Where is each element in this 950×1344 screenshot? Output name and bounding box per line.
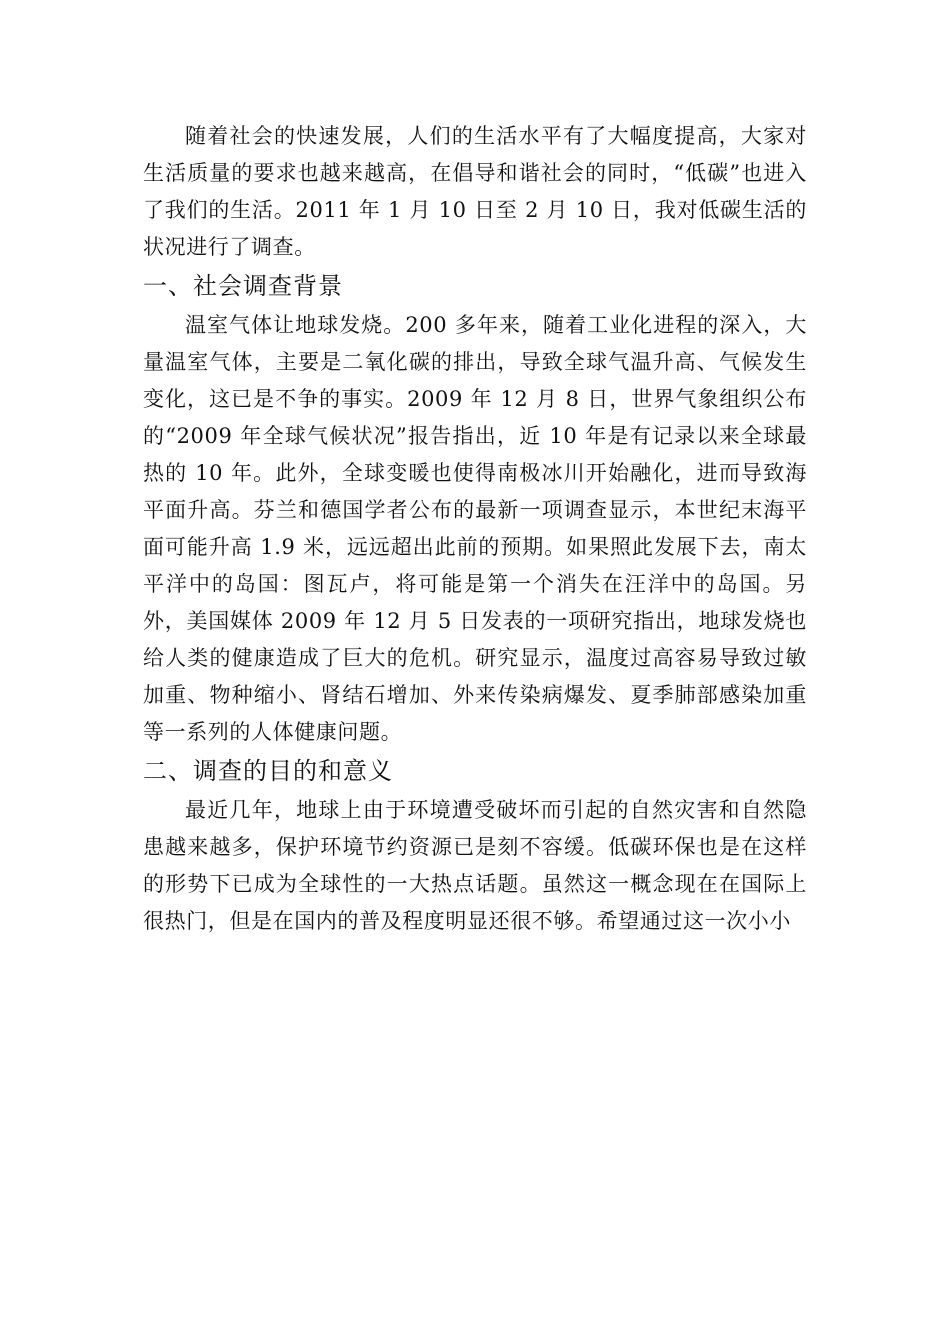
background-paragraph: 温室气体让地球发烧。200 多年来，随着工业化进程的深入，大量温室气体，主要是二氧化碳的排出，导致全球气温升高、气候发生变化，这已是不争的事实。2009 年 12 月 8 日，世界气象组织公布的“2009 年全球气候状况”报告指出，近 10 年是有记录以来全球最热的 10 年。此外，全球变暖也使得南极冰川开始融化，进而导致海平面升高。芬兰和德国学者公布的最新一项调查显示，本世纪末海平面可能升高 1.9 米，远远超出此前的预期。如果照此发展下去，南太平洋中的岛国：图瓦卢，将可能是第一个消失在汪洋中的岛国。另外，美国媒体 2009 年 12 月 5 日发表的一项研究指出，地球发烧也给人类的健康造成了巨大的危机。研究显示，温度过高容易导致过敏加重、物种缩小、肾结石增加、外来传染病爆发、夏季肺部感染加重等一系列的人体健康问题。: [143, 313, 807, 744]
document-page: [143, 118, 807, 940]
intro-paragraph: 随着社会的快速发展，人们的生活水平有了大幅度提高，大家对生活质量的要求也越来越高，在倡导和谐社会的同时，“低碳”也进入了我们的生活。2011 年 1 月 10 日至 2 月 10 日，我对低碳生活的状况进行了调查。: [143, 124, 807, 259]
section-heading-background: 一、社会调查背景: [143, 272, 343, 300]
purpose-paragraph: 最近几年，地球上由于环境遭受破坏而引起的自然灾害和自然隐患越来越多，保护环境节约资源已是刻不容缓。低碳环保也是在这样的形势下已成为全球性的一大热点话题。虽然这一概念现在在国际上很热门，但是在国内的普及程度明显还很不够。希望通过这一次小小: [143, 798, 807, 933]
section-heading-purpose: 二、调查的目的和意义: [143, 757, 393, 785]
